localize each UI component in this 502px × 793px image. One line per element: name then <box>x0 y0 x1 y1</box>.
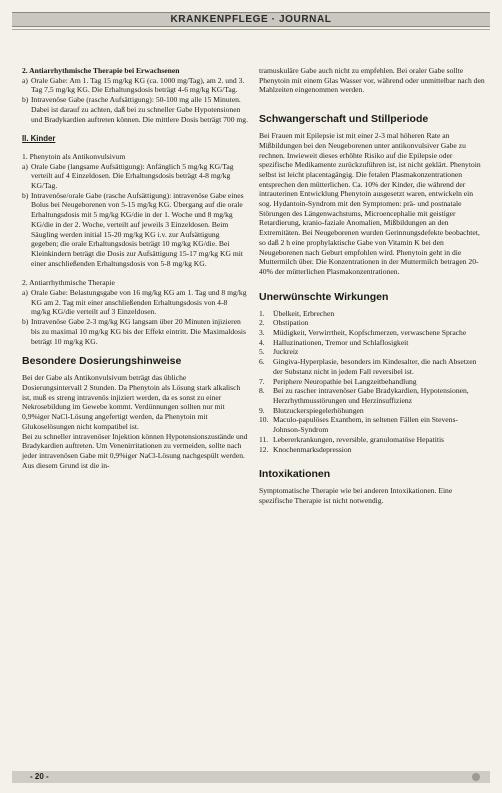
list-text: Intravenöse/orale Gabe (rasche Aufsättigung): intravenöse Gabe eines Bolus bei Neugeborenen von 5-15 mg/kg KG. Übergang auf die orale Erhaltungsdosis mit 5 mg/kg KG/die in der 1. Woche und 8 mg/kg KG/die in der 2. Woche, verteilt auf jeweils 3 Einzeldosen. Beim Säugling werden initial 15-20 mg/kg KG i.v. zur Aufsättigung gegeben; die orale Erhaltungsdosis beträgt 10 mg/kg KG/die. Bei Kleinkindern beträgt die Dosis zur Aufsättigung 15-17 mg/kg KG mit einer anschließenden Erhaltungsdosis von 5-8 mg/kg KG. <box>31 190 244 268</box>
list-item <box>22 288 248 317</box>
list-item <box>22 95 248 124</box>
list-item <box>259 445 485 455</box>
section-children-title: II. Kinder <box>22 134 56 144</box>
list-text: Obstipation <box>273 318 309 328</box>
section-pregnancy-title: Schwangerschaft und Stillperiode <box>259 113 429 126</box>
list-text: Übelkeit, Erbrechen <box>273 308 335 318</box>
list-item <box>22 162 248 191</box>
list-text: Orale Gabe: Belastungsgabe von 16 mg/kg KG am 1. Tag und 8 mg/kg KG am 2. Tag mit einer anschließenden Erhaltungsdosis von 4-8 mg/kg KG/die verteilt auf 3 Einzeldosen. <box>31 288 247 317</box>
list-number: 12. <box>259 444 269 454</box>
list-item <box>259 347 485 357</box>
list-text: Halluzinationen, Tremor und Schlaflosigkeit <box>273 337 409 347</box>
paragraph: tramuskuläre Gabe auch nicht zu empfehlen. Bei oraler Gabe sollte Phenytoin mit einem Glas Wasser vor, während oder unmittelbar nach den Mahlzeiten eingenommen werden. <box>259 66 485 95</box>
list-text: Gingiva-Hyperplasie, besonders im Kindesalter, die nach Absetzen der Substanz nicht in jedem Fall reversibel ist. <box>273 357 477 376</box>
list-item <box>259 309 485 319</box>
list-item <box>22 191 248 269</box>
list-number: 11. <box>259 434 269 444</box>
list-item <box>259 318 485 328</box>
list-item <box>259 377 485 387</box>
paragraph: Bei zu schneller intravenöser Injektion können Hypotensionszustände und Bradykardien auftreten. Um Venenirritationen zu vermeiden, sollte nach jeder intravenösen Gabe mit 0,9%iger NaCl-Lösung nachgespült werden. Aus diesem Grund ist die in- <box>22 431 248 470</box>
list-text: Intravenöse Gabe (rasche Aufsättigung): 50-100 mg alle 15 Minuten. Dabei ist darauf zu achten, daß bei zu schneller Gabe Hypotensionen und Bradykardien auftreten können. Die mittlere Dosis beträgt 700 mg. <box>31 95 248 124</box>
list-text: Orale Gabe (langsame Aufsättigung): Anfänglich 5 mg/kg KG/Tag verteilt auf 4 Einzeldosen. Die Erhaltungsdosis beträgt 4-8 mg/kg KG/Tag. <box>31 161 234 191</box>
list-item <box>259 357 485 376</box>
list-text: Intravenöse Gabe 2-3 mg/kg KG langsam über 20 Minuten injizieren bis zu maximal 10 mg/kg KG bis der Effekt eintritt. Die Maximaldosis beträgt 10 mg/kg KG. <box>31 317 246 346</box>
list-number: 5. <box>259 347 265 357</box>
list-text: Lebererkrankungen, reversible, granulomatöse Hepatitis <box>273 434 445 444</box>
list-text: Maculo-papulöses Exanthem, in seltenen Fällen ein Stevens-Johnson-Syndrom <box>273 415 458 435</box>
list-text: Juckreiz <box>273 347 299 357</box>
page-number: - 20 - <box>30 772 49 781</box>
list-number: 4. <box>259 337 265 347</box>
footer-dot-icon <box>472 773 480 781</box>
left-column <box>22 66 248 470</box>
journal-title: KRANKENPFLEGE · JOURNAL <box>170 14 332 25</box>
list-number: 3. <box>259 328 265 338</box>
list-item <box>22 76 248 95</box>
list-number: 1. <box>259 308 265 318</box>
list-text: Müdigkeit, Verwirrtheit, Kopfschmerzen, verwaschene Sprache <box>273 328 467 338</box>
header-bar <box>12 12 490 27</box>
section-intoxication-title: Intoxikationen <box>259 468 331 481</box>
list-text: Blutzuckerspiegelerhöhungen <box>273 405 364 415</box>
list-marker: a) <box>22 161 28 171</box>
list-marker: a) <box>22 288 28 298</box>
list-number: 8. <box>259 386 265 396</box>
header-divider <box>12 29 490 30</box>
list-text: Knochenmarksdepression <box>273 444 352 454</box>
list-item <box>259 406 485 416</box>
paragraph: Bei Frauen mit Epilepsie ist mit einer 2-3 mal höheren Rate an Mißbildungen bei den Neugeborenen unter antikonvulsiver Gabe zu rechnen. Inwieweit dieses erhöhte Risiko auf die Epilepsie oder spezifische Medikamente zurückzuführen ist, ist nicht geklärt. Phenytoin selbst ist leicht placentagängig. Die fetalen Plasmakonzentrationen entsprechen den mütterlichen. Ca. 10% der Kinder, die während der intrauterinen Entwicklung Phenytoin ausgesetzt waren, entwickeln ein sog. Hydantoin-Syndrom mit den Symptomen: prä- und postnatale Störungen des Längenwachstums, Microencephalie mit geistiger Retardierung, kranio-faziale Anomalien, Mißbildungen an den Extremitäten. Bei Neugeborenen wurden Gerinnungsdefekte beobachtet, so daß 2 h eine prophylaktische Gabe von Vitamin K bei den Neugeborenen nach Geburt empfohlen wird. Phenytoin geht in die Muttermilch über. Die Konzentrationen in der Muttermilch betragen 20-40% der mütterlichen Plasmakonzentrationen. <box>259 131 481 276</box>
list-number: 7. <box>259 376 265 386</box>
list-number: 2. <box>259 318 265 328</box>
paragraph: Bei der Gabe als Antikonvulsivum beträgt das übliche Dosierungsintervall 2 Stunden. Da Phenytoin als Lösung stark alkalisch ist, muß es streng intravenös injiziert werden, da es sonst zu einer Nekrosebildung im Gewebe kommt. Verdünnungen sollten nur mit 0,9%iger NaCl-Lösung angefertigt werden, da Phenytoin mit Glukoselösungen nicht kompatibel ist. <box>22 373 241 431</box>
list-item <box>259 328 485 338</box>
list-number: 9. <box>259 405 265 415</box>
list-text: Periphere Neuropathie bei Langzeitbehandlung <box>273 376 417 386</box>
section-adult-antiarrhythmic-title: 2. Antiarrhythmische Therapie bei Erwachsenen <box>22 66 180 75</box>
list-number: 10. <box>259 415 269 425</box>
footer-bar <box>12 771 490 783</box>
list-item <box>22 317 248 346</box>
list-number: 6. <box>259 357 265 367</box>
list-text: Orale Gabe: Am 1. Tag 15 mg/kg KG (ca. 1000 mg/Tag), am 2. und 3. Tag 7,5 mg/kg KG. Die Erhaltungsdosis beträgt 4-6 mg/kg KG/Tag. <box>31 75 245 95</box>
list-item <box>259 415 485 434</box>
list-marker: a) <box>22 75 28 85</box>
list-text: Bei zu rascher intravenöser Gabe Bradykardien, Hypotensionen, Herzrhythmusstörungen und Herzinsuffizienz <box>273 386 469 405</box>
section-side-effects-title: Unerwünschte Wirkungen <box>259 290 389 303</box>
subsection-child-antiarrhythmic-title: 2. Antiarrhythmische Therapie <box>22 278 115 288</box>
list-item <box>259 338 485 348</box>
section-dosing-notes-title: Besondere Dosierungshinweise <box>22 355 182 368</box>
list-item <box>259 386 485 405</box>
right-column <box>259 66 485 506</box>
paragraph: Symptomatische Therapie wie bei anderen Intoxikationen. Eine spezifische Therapie ist nicht notwendig. <box>259 486 453 505</box>
subsection-anticonvulsant-title: 1. Phenytoin als Antikonvulsivum <box>22 151 126 161</box>
list-item <box>259 435 485 445</box>
list-marker: b) <box>22 317 29 327</box>
side-effects-list <box>259 309 485 455</box>
list-marker: b) <box>22 95 29 105</box>
list-marker: b) <box>22 190 29 200</box>
